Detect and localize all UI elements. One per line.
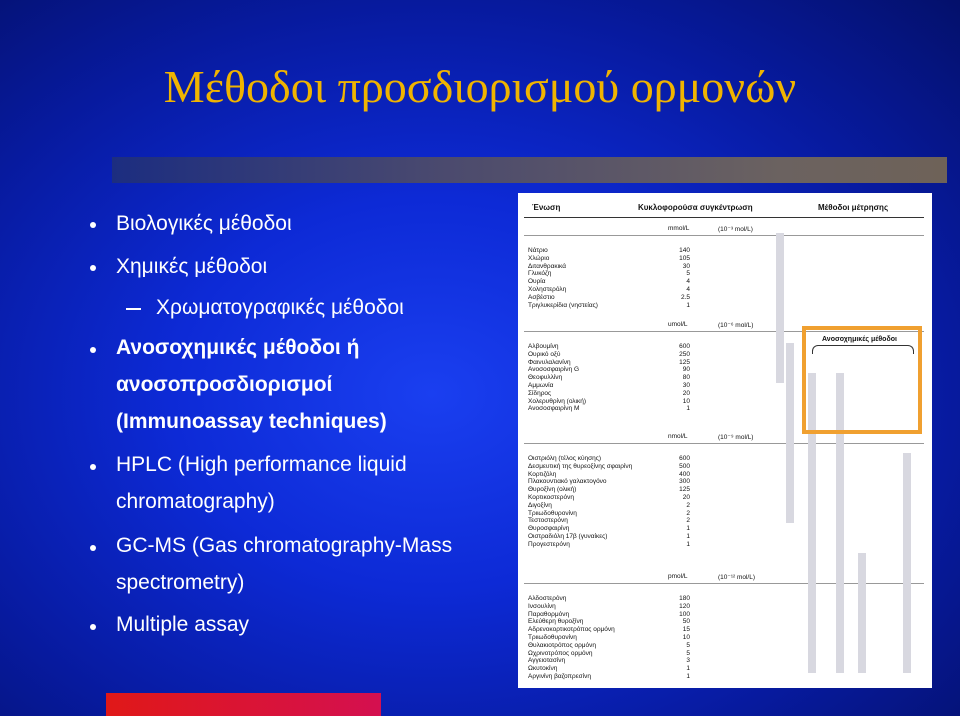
compound-name: Προγεστερόνη (528, 540, 570, 548)
compound-name: Παραθορμόνη (528, 610, 570, 618)
concentration-value: 1 (686, 673, 690, 680)
unit-scale-label: (10⁻⁶ mol/L) (718, 322, 754, 329)
bullet-item-continuation: spectrometry) (116, 571, 245, 594)
compound-name: Δεσμευτική της θυρεοξίνης σφαιρίνη (528, 462, 633, 470)
hormone-concentration-table (518, 193, 932, 688)
bullet-dot (90, 624, 96, 630)
column-header-compound: Ένωση (532, 203, 561, 212)
concentration-value: 400 (679, 470, 690, 478)
compound-name: Ασβέστιο (528, 293, 555, 301)
unit-scale-label: (10⁻⁹ mol/L) (718, 434, 754, 441)
concentration-value: 50 (682, 618, 690, 626)
brace-icon (812, 345, 914, 354)
compound-name: Ανοσοσφαιρίνη G (528, 366, 580, 374)
method-band (776, 233, 784, 383)
concentration-value: 140 (679, 247, 690, 254)
compound-name: Τριιωδοθυρονίνη (528, 509, 577, 517)
concentration-value: 5 (686, 270, 690, 278)
title-underline-bar (112, 157, 947, 183)
bullet-item-continuation: (Immunoassay techniques) (116, 410, 387, 433)
concentration-value: 1 (686, 405, 690, 413)
compound-name: Τεστοστερόνη (528, 517, 568, 525)
immunoassay-annotation: Ανοσοχημικές μέθοδοι (822, 336, 897, 343)
compound-name: Ουρικό οξύ (528, 350, 561, 358)
sub-bullet-dash (126, 308, 141, 310)
concentration-value: 20 (682, 389, 690, 397)
unit-label: nmol/L (668, 433, 688, 440)
compound-name: Ουρία (528, 278, 546, 286)
compound-name: Αμμωνία (528, 382, 554, 389)
concentration-value: 125 (679, 486, 690, 494)
compound-name: Θυλακιοτρόπος ορμόνη (528, 641, 597, 649)
concentration-value: 80 (682, 374, 690, 382)
compound-name: Πλακουντιακό γαλακτογόνο (528, 478, 607, 486)
compound-name: Θεοφυλλίνη (528, 374, 563, 382)
compound-name: Χλώριο (528, 254, 550, 262)
bullet-item: Ανοσοχημικές μέθοδοι ή (116, 336, 360, 359)
concentration-value: 1 (686, 525, 690, 533)
concentration-value: 2.5 (680, 293, 690, 301)
compound-name: Αδρενοκορτικοτρόπος ορμόνη (528, 626, 615, 634)
compound-name: Ωκυτοκίνη (528, 665, 558, 673)
concentration-value: 10 (682, 397, 690, 405)
concentration-value: 2 (686, 509, 690, 517)
bullet-dot (90, 545, 96, 551)
bullet-dot (90, 464, 96, 470)
concentration-value: 20 (682, 494, 690, 501)
compound-name: Αλβουμίνη (528, 343, 559, 350)
bottom-accent-bar (106, 693, 381, 716)
header-divider (524, 217, 924, 218)
unit-label: mmol/L (668, 225, 690, 232)
concentration-value: 10 (682, 634, 690, 641)
compound-name: Διγοξίνη (528, 501, 552, 509)
bullet-dot (90, 347, 96, 353)
concentration-value: 180 (679, 595, 690, 602)
method-band (903, 453, 911, 673)
compound-name: Φαινυλαλανίνη (528, 358, 571, 366)
concentration-value: 2 (686, 501, 690, 509)
compound-name: Οιστραδιόλη 17β (γυναίκες) (528, 533, 608, 540)
concentration-value: 4 (686, 278, 690, 286)
compound-name: Ωχρινοτρόπος ορμόνη (528, 649, 593, 657)
concentration-value: 125 (679, 358, 690, 366)
concentration-value: 2 (686, 517, 690, 525)
concentration-value: 1 (686, 301, 690, 309)
bullet-item: Multiple assay (116, 613, 250, 636)
bullet-item-continuation: ανοσοπροσδιορισμοί (116, 373, 333, 396)
concentration-value: 100 (679, 610, 690, 618)
compound-name: Ελεύθερη θυροξίνη (528, 618, 584, 626)
compound-name: Τριιωδοθυρονίνη (528, 634, 577, 641)
compound-name: Σίδηρος (528, 389, 552, 397)
method-band (786, 343, 794, 523)
compound-name: Οιστριόλη (τέλος κύησης) (528, 455, 602, 462)
concentration-value: 4 (686, 286, 690, 293)
compound-name: Κορτιζόλη (528, 470, 557, 478)
sub-bullet-item: Χρωματογραφικές μέθοδοι (156, 296, 404, 319)
concentration-value: 3 (686, 657, 690, 665)
unit-scale-label: (10⁻³ mol/L) (718, 226, 753, 233)
unit-scale-label: (10⁻¹² mol/L) (718, 574, 756, 581)
bullet-item-continuation: chromatography) (116, 490, 275, 513)
compound-name: Ανοσοσφαιρίνη Μ (528, 405, 580, 413)
concentration-value: 5 (686, 641, 690, 649)
concentration-value: 90 (682, 366, 690, 374)
concentration-value: 300 (679, 478, 690, 486)
compound-name: Χοληστερόλη (528, 286, 567, 293)
group-divider (524, 443, 924, 444)
method-band (858, 553, 866, 673)
compound-name: Νάτριο (528, 247, 548, 254)
group-divider (524, 235, 924, 236)
column-header-concentration: Κυκλοφορούσα συγκέντρωση (638, 203, 753, 212)
compound-name: Διτανθρακικά (528, 262, 566, 270)
concentration-value: 500 (679, 462, 690, 470)
compound-name: Θυροξίνη (ολική) (528, 486, 577, 494)
compound-name: Γλυκόζη (528, 270, 552, 278)
slide-title: Μέθοδοι προσδιορισμού ορμονών (163, 61, 797, 112)
bullet-item: Χημικές μέθοδοι (116, 255, 268, 278)
concentration-value: 15 (682, 626, 690, 634)
bullet-item: HPLC (High performance liquid (116, 453, 407, 476)
bullet-item: GC-MS (Gas chromatography-Mass (116, 534, 453, 557)
concentration-value: 120 (679, 602, 690, 610)
concentration-value: 600 (679, 343, 690, 350)
bullet-dot (90, 222, 96, 228)
concentration-value: 1 (686, 533, 690, 540)
unit-label: umol/L (668, 321, 688, 328)
concentration-value: 600 (679, 455, 690, 462)
compound-name: Χολερυθρίνη (ολική) (528, 397, 587, 405)
concentration-value: 30 (682, 262, 690, 270)
unit-label: pmol/L (668, 573, 688, 580)
compound-name: Θυροσφαιρίνη (528, 525, 570, 533)
compound-name: Ινσουλίνη (528, 602, 556, 610)
concentration-value: 1 (686, 665, 690, 673)
compound-name: Κορτικοστερόνη (528, 494, 574, 501)
compound-name: Αλδοστερόνη (528, 595, 567, 602)
compound-name: Αργινίνη βαζοπρεσίνη (528, 673, 591, 680)
column-header-method: Μέθοδοι μέτρησης (818, 203, 889, 212)
concentration-value: 1 (686, 540, 690, 548)
bullet-item: Βιολογικές μέθοδοι (116, 212, 292, 235)
concentration-value: 105 (679, 254, 690, 262)
compound-name: Τριγλυκερίδια (νηστείας) (528, 301, 598, 309)
concentration-value: 250 (679, 350, 690, 358)
concentration-value: 30 (682, 382, 690, 389)
compound-name: Αγγειοτασίνη (528, 657, 566, 665)
concentration-value: 5 (686, 649, 690, 657)
bullet-dot (90, 265, 96, 271)
